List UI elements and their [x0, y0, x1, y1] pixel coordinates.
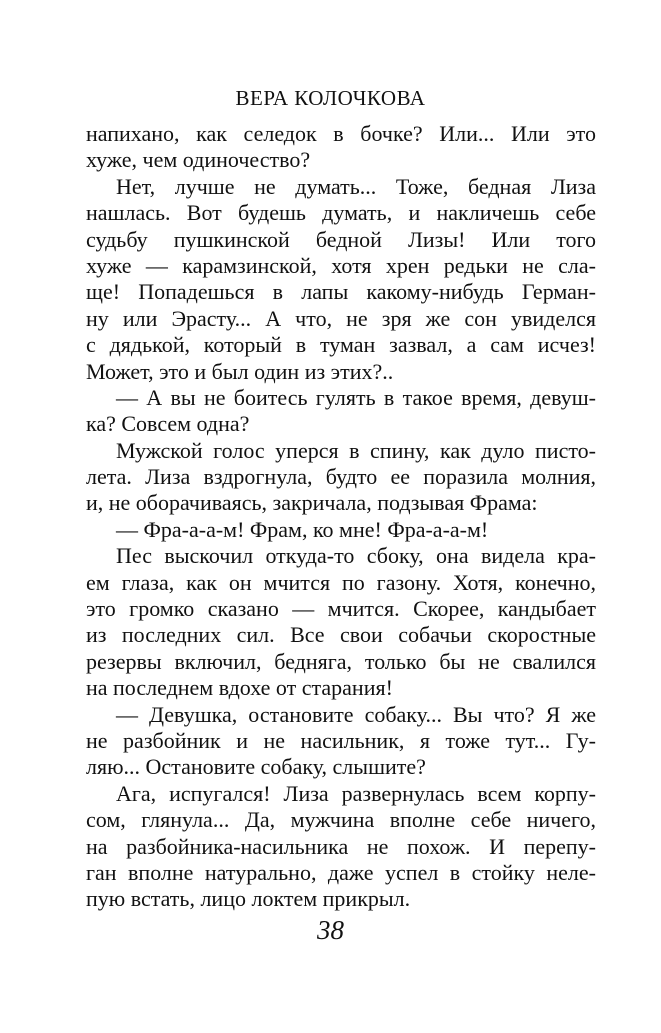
text-line: из последних сил. Все свои собачьи скоростные: [86, 622, 596, 648]
text-line: — Девушка, остановите собаку... Вы что? Я же: [116, 701, 596, 727]
text-line: Пес выскочил откуда-то сбоку, она видела кра-: [116, 543, 596, 569]
text-line: — А вы не боитесь гулять в такое время, девуш-: [116, 384, 596, 410]
text-line: на разбойника-насильника не похож. И перепу-: [86, 833, 596, 859]
text-line: — Фра-а-а-м! Фрам, ко мне! Фра-а-а-м!: [116, 516, 489, 542]
text-line: судьбу пушкинской бедной Лизы! Или того: [86, 226, 596, 252]
text-line: Мужской голос уперся в спину, как дуло писто-: [116, 437, 596, 463]
text-line: хуже — карамзинской, хотя хрен редьки не сла-: [86, 252, 596, 278]
text-line: напихано, как селедок в бочке? Или... Или это: [86, 121, 596, 146]
text-line: резервы включил, бедняга, только бы не свалился: [86, 648, 596, 674]
text-line: ган вполне натурально, даже успел в стойку неле-: [86, 859, 596, 885]
page-number: 38: [317, 915, 344, 945]
text-line: ляю... Остановите собаку, слышите?: [86, 754, 426, 780]
text-line: и, не оборачиваясь, закричала, подзывая Фрама:: [86, 490, 538, 516]
text-line: ще! Попадешься в лапы какому-нибудь Герман-: [86, 279, 596, 305]
text-line: ем глаза, как он мчится по газону. Хотя, конечно,: [86, 569, 596, 595]
text-line: с дядькой, который в туман зазвал, а сам исчез!: [86, 332, 596, 358]
running-head: ВЕРА КОЛОЧКОВА: [235, 86, 426, 110]
text-line: Ага, испугался! Лиза развернулась всем корпу-: [116, 780, 596, 806]
text-line: сом, глянула... Да, мужчина вполне себе ничего,: [86, 807, 596, 833]
text-line: не разбойник и не насильник, я тоже тут... Гу-: [86, 727, 596, 753]
text-line: лета. Лиза вздрогнула, будто ее поразила молния,: [86, 464, 596, 490]
text-line: пую встать, лицо локтем прикрыл.: [86, 886, 411, 912]
text-line: нашлась. Вот будешь думать, и накличешь себе: [86, 200, 596, 226]
text-line: хуже, чем одиночество?: [86, 147, 311, 173]
text-line: Может, это и был один из этих?..: [86, 358, 394, 384]
body-text: [86, 121, 596, 913]
text-line: ка? Совсем одна?: [86, 411, 250, 437]
text-line: ну или Эрасту... А что, не зря же сон увиделся: [86, 305, 596, 331]
text-line: Нет, лучше не думать... Тоже, бедная Лиза: [116, 173, 596, 199]
text-line: на последнем вдохе от старания!: [86, 675, 393, 701]
text-line: это громко сказано — мчится. Скорее, кандыбает: [86, 596, 596, 622]
